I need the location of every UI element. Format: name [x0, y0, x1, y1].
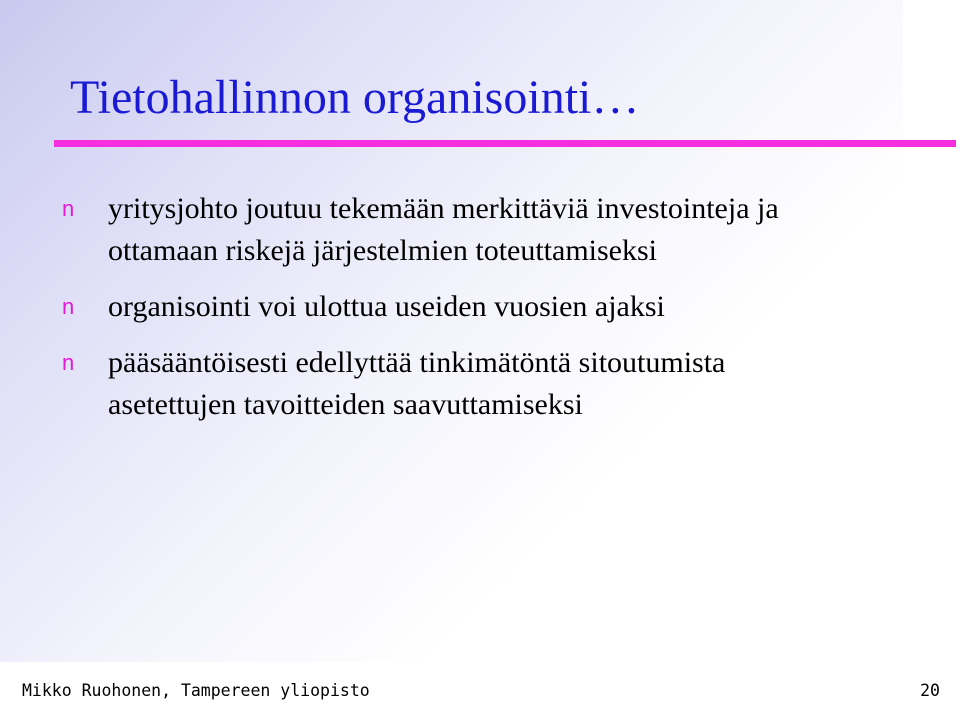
bullet-list [62, 188, 842, 440]
slide-title: Tietohallinnon organisointi… [70, 71, 640, 124]
page-number: 20 [920, 681, 940, 700]
bullet-marker-icon: n [62, 196, 75, 221]
footer-author: Mikko Ruohonen, Tampereen yliopisto [22, 681, 370, 700]
bullet-marker-icon: n [62, 294, 75, 319]
title-underline [54, 140, 956, 147]
bullet-marker-icon: n [62, 350, 75, 375]
bullet-item [62, 342, 842, 426]
bullet-item [62, 286, 842, 328]
bullet-item [62, 188, 842, 272]
bullet-text: pääsääntöisesti edellyttää tinkimätöntä sitoutumista asetettujen tavoitteiden saavuttamiseksi [108, 346, 726, 421]
bullet-text: organisointi voi ulottua useiden vuosien ajaksi [108, 290, 665, 323]
bullet-text: yritysjohto joutuu tekemään merkittäviä investointeja ja ottamaan riskejä järjestelmien toteuttamiseksi [108, 192, 779, 267]
